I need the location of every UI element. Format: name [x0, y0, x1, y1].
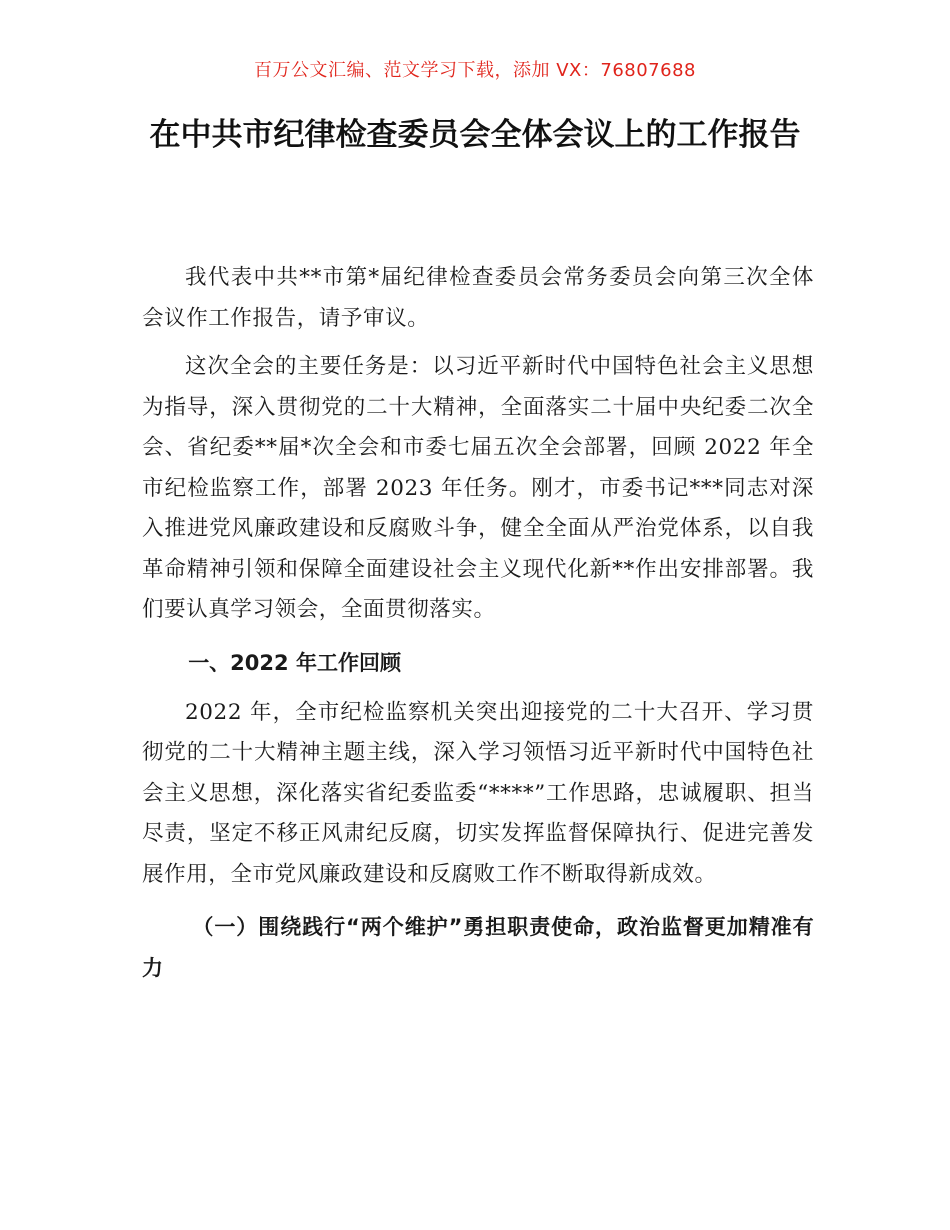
review-paragraph: 2022 年，全市纪检监察机关突出迎接党的二十大召开、学习贯彻党的二十大精神主题主线，深入学习领悟习近平新时代中国特色社会主义思想，深化落实省纪委监委“****”工作思路，忠诚履职、担当尽责，坚定不移正风肃纪反腐，切实发挥监督保障执行、促进完善发展作用，全市党风廉政建设和反腐败工作不断取得新成效。: [142, 699, 814, 887]
promo-banner: 百万公文汇编、范文学习下载，添加 VX：76807688: [254, 60, 696, 81]
section-heading: 一、2022 年工作回顾: [188, 650, 401, 675]
document-body: [142, 258, 814, 988]
subsection-heading: （一）围绕践行“两个维护”勇担职责使命，政治监督更加精准有力: [142, 915, 814, 980]
intro-paragraph: 我代表中共**市第*届纪律检查委员会常务委员会向第三次全体会议作工作报告，请予审议。: [142, 265, 814, 331]
task-paragraph: 这次全会的主要任务是：以习近平新时代中国特色社会主义思想为指导，深入贯彻党的二十大精神，全面落实二十届中央纪委二次全会、省纪委**届*次全会和市委七届五次全会部署，回顾 2022 年全市纪检监察工作，部署 2023 年任务。刚才，市委书记***同志对深入推进党风廉政建设和反腐败斗争，健全全面从严治党体系，以自我革命精神引领和保障全面建设社会主义现代化新**作出安排部署。我们要认真学习领会，全面贯彻落实。: [142, 354, 814, 622]
document-title: 在中共市纪律检查委员会全体会议上的工作报告: [149, 117, 801, 153]
